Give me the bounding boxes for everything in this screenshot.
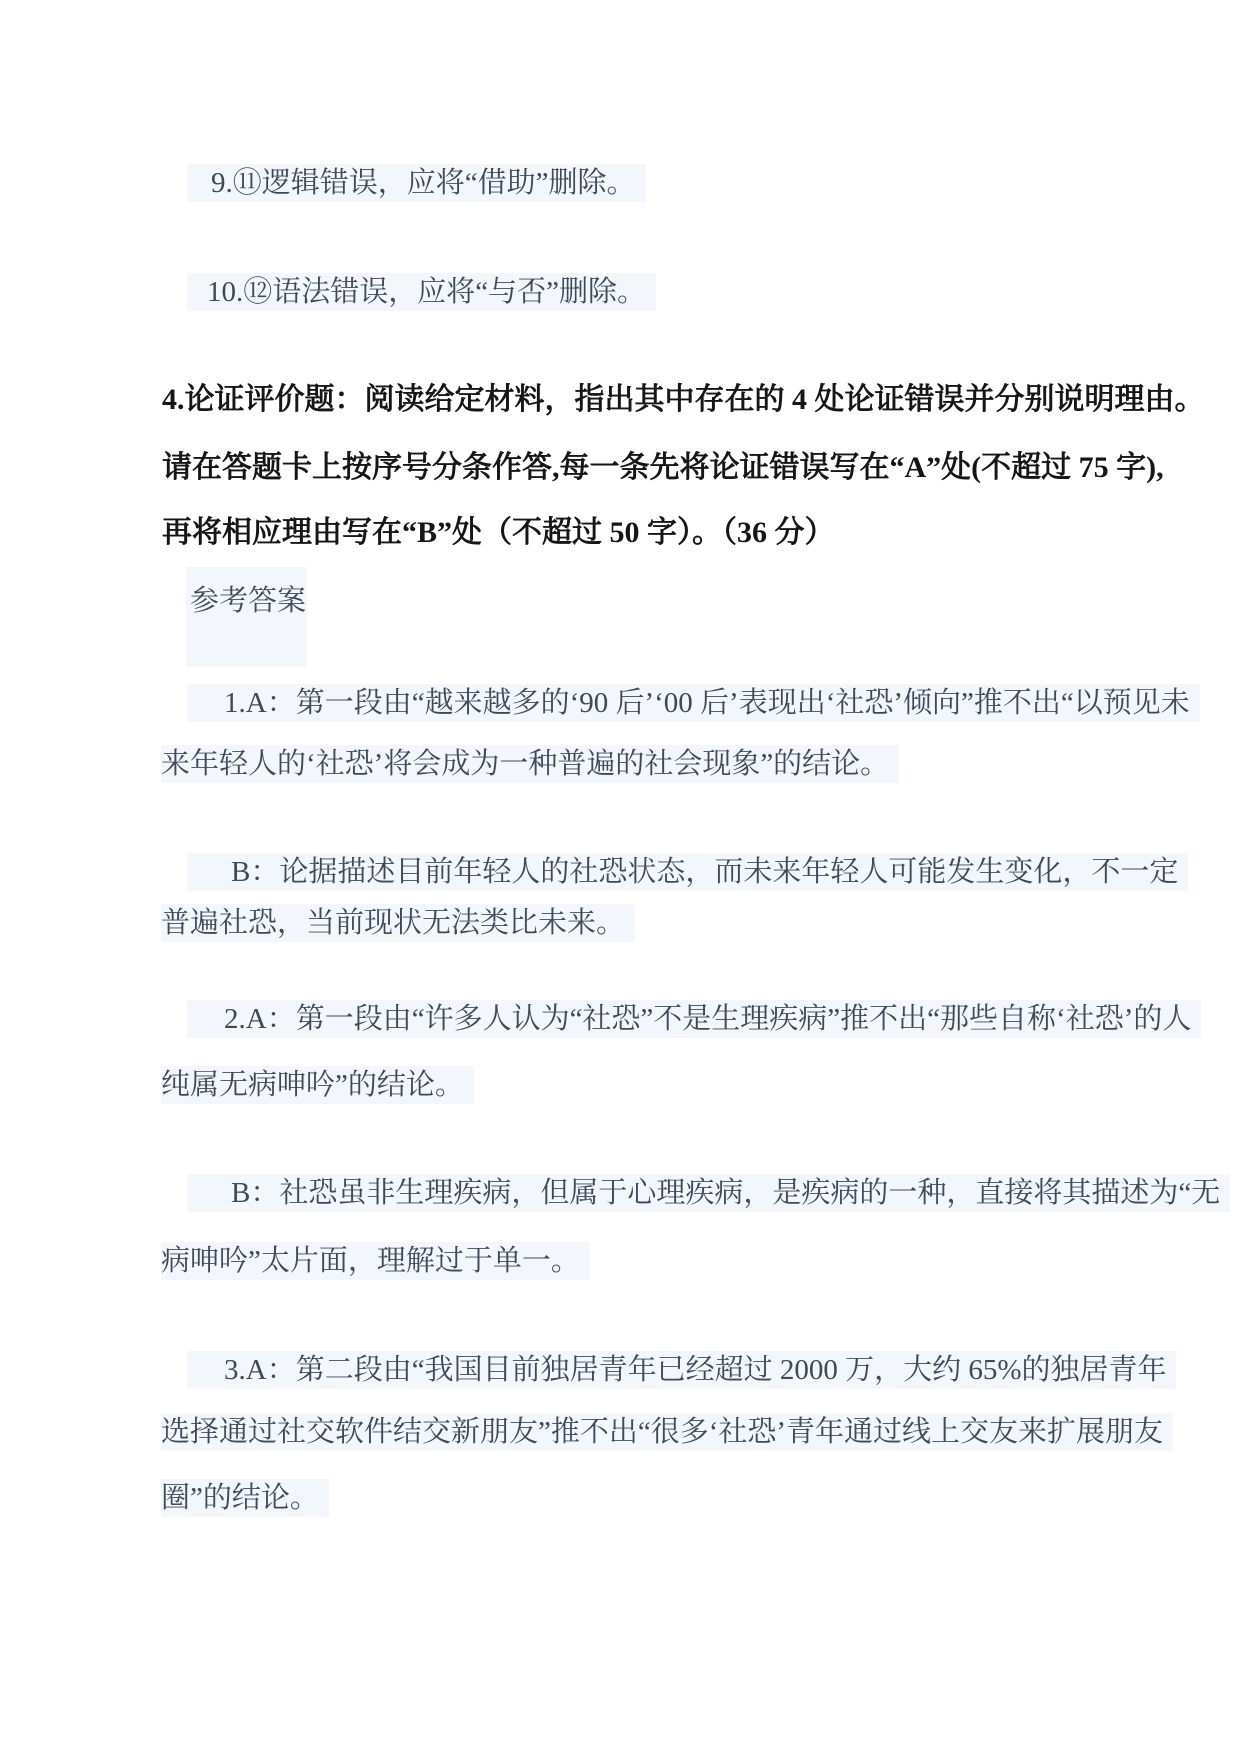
text-run: 3.A：第二段由“我国目前独居青年已经超过 2000 万，大约 65%的独居青年 [187,1351,1176,1389]
answer-2b-line-2 [161,1242,590,1280]
answer-1a-line-2 [161,745,899,783]
answer-3a-line-2 [161,1413,1173,1451]
answer-10-line-1 [187,273,656,311]
answer-9-line-1 [187,164,646,202]
text-run: 纯属无病呻吟”的结论。 [161,1066,474,1104]
question-4-line-2 [162,449,1164,487]
question-4-line-3 [162,514,835,552]
answer-2b-line-1 [187,1174,1230,1212]
text-run: 参考答案 [186,567,307,667]
text-run: 普遍社恐，当前现状无法类比未来。 [161,904,635,942]
text-run: 圈”的结论。 [161,1479,329,1517]
text-run: B：论据描述目前年轻人的社恐状态，而未来年轻人可能发生变化，不一定 [187,853,1188,891]
answer-1b-line-2 [161,904,635,942]
text-run: 10.⑫语法错误，应将“与否”删除。 [187,273,656,311]
reference-answer-label-line-1 [186,567,307,667]
text-run: 选择通过社交软件结交新朋友”推不出“很多‘社恐’青年通过线上交友来扩展朋友 [161,1413,1173,1451]
text-run: 病呻吟”太片面，理解过于单一。 [161,1242,590,1280]
text-run: 来年轻人的‘社恐’将会成为一种普遍的社会现象”的结论。 [161,745,899,783]
text-run: 1.A：第一段由“越来越多的‘90 后’‘00 后’表现出‘社恐’倾向”推不出“以预见未 [187,684,1200,722]
text-run: 再将相应理由写在“B”处（不超过 50 字）。（36 分） [162,516,835,549]
text-run: 请在答题卡上按序号分条作答,每一条先将论证错误写在“A”处(不超过 75 字), [162,451,1164,484]
answer-2a-line-1 [187,1000,1201,1038]
text-run: 4.论证评价题：阅读给定材料，指出其中存在的 4 处论证错误并分别说明理由。 [162,383,1205,416]
text-run: 2.A：第一段由“许多人认为“社恐”不是生理疾病”推不出“那些自称‘社恐’的人 [187,1000,1201,1038]
text-run: B：社恐虽非生理疾病，但属于心理疾病，是疾病的一种，直接将其描述为“无 [187,1174,1230,1212]
answer-3a-line-3 [161,1479,329,1517]
answer-3a-line-1 [187,1351,1176,1389]
answer-1a-line-1 [187,684,1200,722]
question-4-line-1 [162,381,1205,419]
answer-2a-line-2 [161,1066,474,1104]
answer-1b-line-1 [187,853,1188,891]
text-run: 9.⑪逻辑错误，应将“借助”删除。 [187,164,646,202]
